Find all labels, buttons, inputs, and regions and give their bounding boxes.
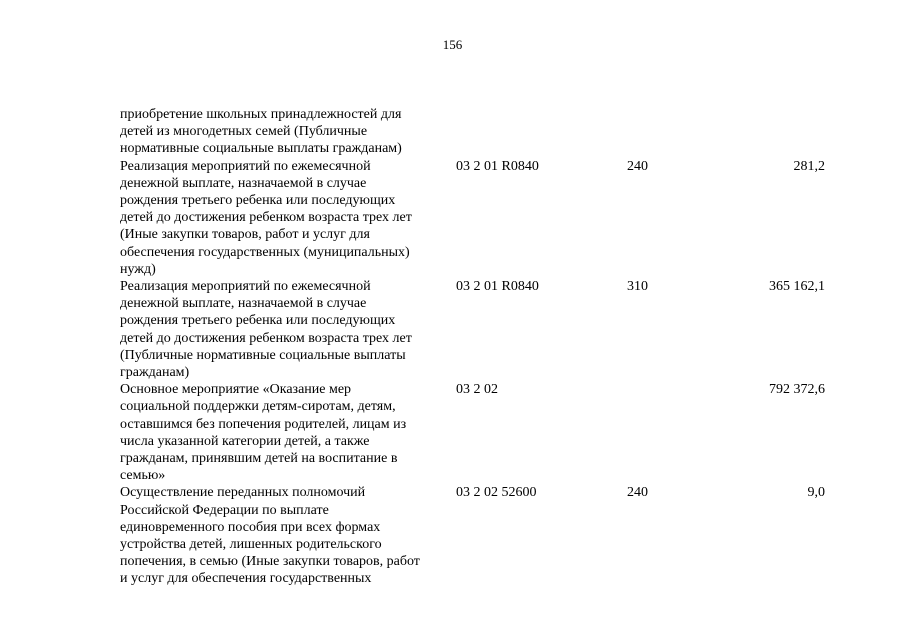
- table-row: [0, 381, 905, 484]
- row-code: 03 2 01 R0840: [456, 279, 539, 295]
- row-description: приобретение школьных принадлежностей для детей из многодетных семей (Публичные нормативные социальные выплаты гражданам): [120, 107, 402, 157]
- budget-table: [0, 106, 905, 588]
- row-code: 03 2 02 52600: [456, 485, 537, 501]
- table-row: [0, 278, 905, 381]
- row-description: Осуществление переданных полномочий Российской Федерации по выплате единовременного пособия при всех формах устройства детей, лишенных родительского попечения, в семью (Иные закупки товаров, работ и услуг для обеспечения государственных: [120, 485, 420, 587]
- row-expense-type: 240: [627, 485, 648, 501]
- row-code: 03 2 02: [456, 382, 498, 398]
- row-description: Реализация мероприятий по ежемесячной денежной выплате, назначаемой в случае рождения третьего ребенка или последующих детей до достижения ребенком возраста трех лет (Иные закупки товаров, работ и услуг для обеспечения государственных (муниципальных) нужд): [120, 158, 412, 277]
- row-expense-type: 240: [627, 158, 648, 174]
- table-row: [0, 158, 905, 278]
- row-amount: 281,2: [793, 158, 825, 174]
- row-amount: 9,0: [807, 485, 825, 501]
- row-description: Реализация мероприятий по ежемесячной денежной выплате, назначаемой в случае рождения третьего ребенка или последующих детей до достижения ребенком возраста трех лет (Публичные нормативные социальные выплаты гражданам): [120, 279, 412, 381]
- row-amount: 365 162,1: [769, 279, 825, 295]
- row-expense-type: 310: [627, 279, 648, 295]
- page-number: 156: [442, 37, 463, 52]
- table-row: [0, 106, 905, 158]
- row-amount: 792 372,6: [769, 382, 825, 398]
- row-description: Основное мероприятие «Оказание мер социальной поддержки детям-сиротам, детям, оставшимся без попечения родителей, лицам из числа указанной категории детей, а также гражданам, принявшим детей на воспитание в семью»: [120, 382, 407, 484]
- table-row: [0, 484, 905, 587]
- row-code: 03 2 01 R0840: [456, 158, 539, 174]
